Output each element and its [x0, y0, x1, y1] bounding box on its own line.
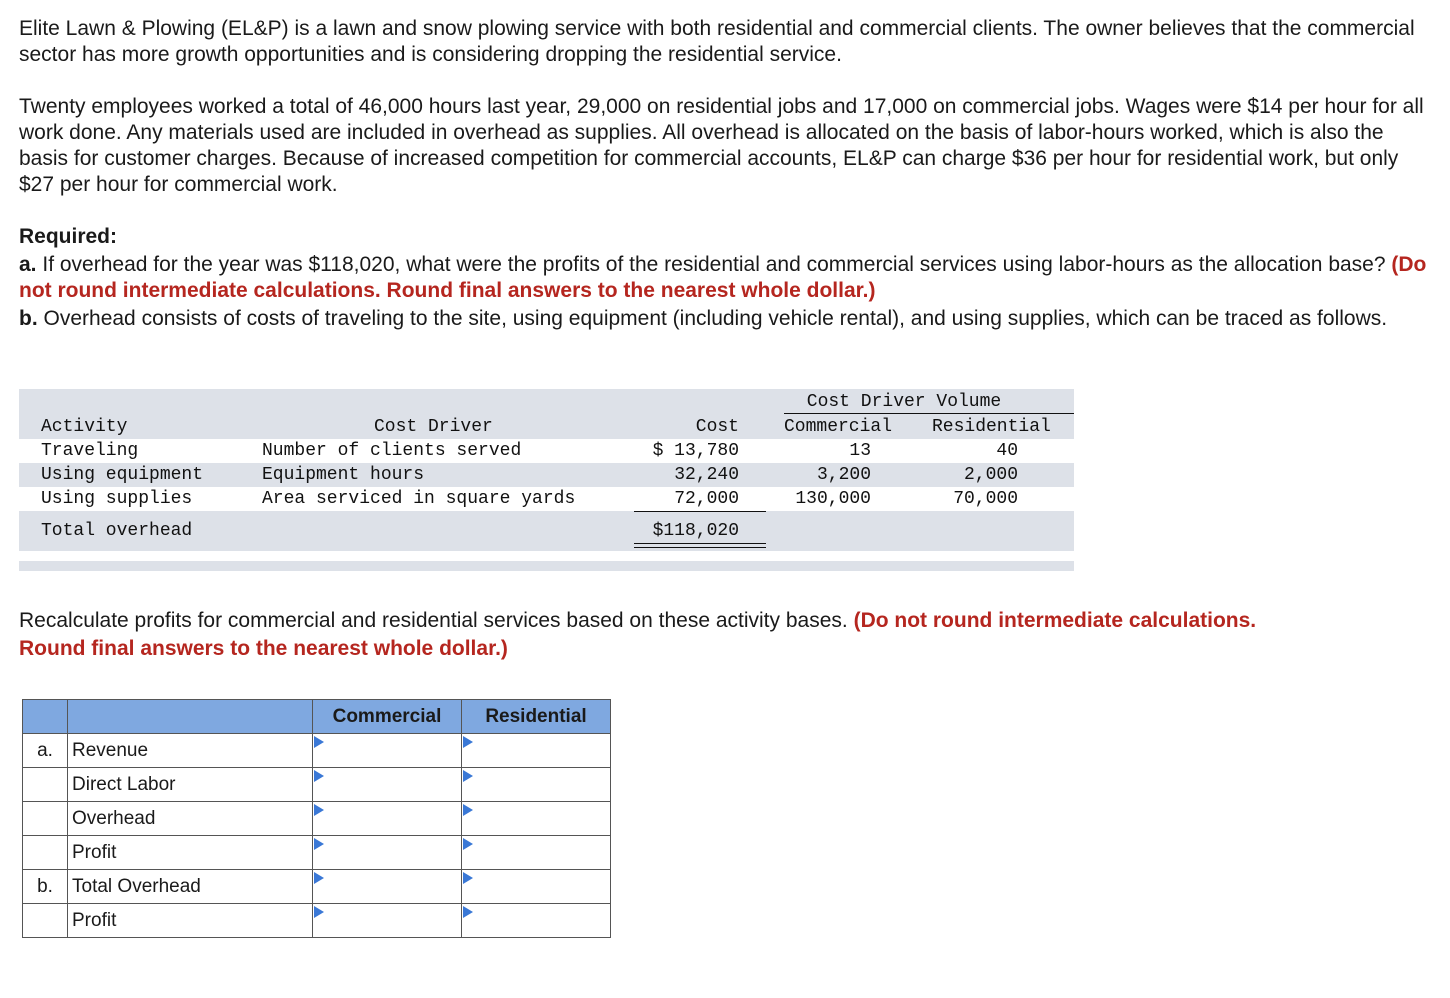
residential-volume-cell: 40	[996, 441, 1018, 461]
overhead-commercial-input[interactable]	[313, 802, 462, 836]
total-overhead-residential-input[interactable]	[462, 870, 611, 904]
requirement-b-text: Overhead consists of costs of traveling to the site, using equipment (including vehicle rental), and using supplies, which can be traced as follows.	[43, 307, 1388, 330]
answer-input[interactable]	[462, 836, 610, 869]
commercial-volume-cell: 3,200	[816, 465, 871, 485]
row-tag	[23, 768, 68, 802]
table-row	[19, 439, 1074, 463]
row-tag: b.	[23, 870, 68, 904]
commercial-volume-cell: 13	[849, 441, 871, 461]
recalc-instruction	[19, 607, 1429, 663]
table-row	[23, 768, 611, 802]
table-row	[23, 870, 611, 904]
answer-input[interactable]	[462, 904, 610, 937]
driver-cell: Number of clients served	[262, 441, 522, 461]
table-row	[23, 836, 611, 870]
direct-labor-commercial-input[interactable]	[313, 768, 462, 802]
header-cost: Cost	[695, 417, 739, 437]
recalc-note-line-2: Round final answers to the nearest whole dollar.)	[19, 637, 508, 660]
row-label-profit-a: Profit	[68, 836, 313, 870]
row-label-profit-b: Profit	[68, 904, 313, 938]
requirement-b	[19, 306, 1429, 332]
required-section	[19, 224, 1429, 332]
overhead-activity-table	[19, 389, 1074, 551]
answer-grid-header	[23, 700, 611, 734]
table-row	[19, 487, 1074, 511]
answer-input[interactable]	[462, 734, 610, 767]
table-bottom-bar	[19, 561, 1074, 571]
activity-cell: Using equipment	[41, 465, 204, 485]
recalc-text: Recalculate profits for commercial and residential services based on these activity bases.	[19, 609, 848, 632]
cost-subtotal-underline	[634, 511, 766, 512]
requirement-a-note: (Do not round intermediate calculations. Round final answers to the nearest whole dollar.)	[19, 253, 1427, 302]
overhead-residential-input[interactable]	[462, 802, 611, 836]
profit-b-commercial-input[interactable]	[313, 904, 462, 938]
total-double-underline-2	[634, 547, 766, 548]
header-commercial: Commercial	[313, 700, 462, 734]
residential-volume-cell: 70,000	[953, 489, 1018, 509]
cost-cell: $ 13,780	[652, 441, 739, 461]
total-overhead-cost: $118,020	[652, 521, 739, 541]
table-row	[23, 904, 611, 938]
row-tag: a.	[23, 734, 68, 768]
total-double-underline-1	[634, 543, 766, 544]
group-header-underline	[784, 413, 1074, 414]
answer-input[interactable]	[313, 802, 461, 835]
profit-a-commercial-input[interactable]	[313, 836, 462, 870]
table-row	[19, 463, 1074, 487]
answer-input[interactable]	[462, 768, 610, 801]
answer-input[interactable]	[313, 768, 461, 801]
cost-cell: 72,000	[674, 489, 739, 509]
header-blank-tag	[23, 700, 68, 734]
recalc-note-line-1: (Do not round intermediate calculations.	[853, 609, 1257, 632]
requirement-a	[19, 252, 1429, 304]
residential-volume-cell: 2,000	[963, 465, 1018, 485]
required-heading: Required:	[19, 225, 118, 248]
commercial-volume-cell: 130,000	[795, 489, 871, 509]
revenue-residential-input[interactable]	[462, 734, 611, 768]
row-label-total-overhead: Total Overhead	[68, 870, 313, 904]
intro-paragraph-1: Elite Lawn & Plowing (EL&P) is a lawn and snow plowing service with both residential and commercial clients. The owner believes that the commercial sector has more growth opportunities and is considering dropping the residential service.	[19, 17, 1415, 66]
table-row	[23, 802, 611, 836]
total-overhead-commercial-input[interactable]	[313, 870, 462, 904]
total-row	[19, 519, 1074, 543]
activity-cell: Using supplies	[41, 489, 193, 509]
header-residential: Residential	[932, 417, 1051, 437]
driver-cell: Area serviced in square yards	[262, 489, 576, 509]
cost-driver-volume-header: Cost Driver Volume	[806, 392, 1002, 412]
intro-paragraph-2: Twenty employees worked a total of 46,000 hours last year, 29,000 on residential jobs and 17,000 on commercial jobs. Wages were $14 per hour for all work done. Any materials used are included in overhead as supplies. All overhead is allocated on the basis of labor-hours worked, which is also the basis for customer charges. Because of increased competition for commercial accounts, EL&P can charge $36 per hour for residential work, but only $27 per hour for commercial work.	[19, 95, 1424, 196]
revenue-commercial-input[interactable]	[313, 734, 462, 768]
answer-input[interactable]	[313, 904, 461, 937]
profit-b-residential-input[interactable]	[462, 904, 611, 938]
cost-cell: 32,240	[674, 465, 739, 485]
answer-input[interactable]	[462, 802, 610, 835]
requirement-a-label: a.	[19, 253, 37, 276]
answer-input[interactable]	[313, 734, 461, 767]
header-commercial: Commercial	[784, 417, 893, 437]
answer-input[interactable]	[462, 870, 610, 903]
answer-input[interactable]	[313, 870, 461, 903]
answer-input[interactable]	[313, 836, 461, 869]
driver-cell: Equipment hours	[262, 465, 425, 485]
header-residential: Residential	[462, 700, 611, 734]
requirement-a-text: If overhead for the year was $118,020, what were the profits of the residential and commercial services using labor-hours as the allocation base?	[42, 253, 1386, 276]
row-label-revenue: Revenue	[68, 734, 313, 768]
header-cost-driver: Cost Driver	[374, 417, 493, 437]
header-row	[19, 415, 1074, 439]
table-row	[23, 734, 611, 768]
activity-cell: Traveling	[41, 441, 139, 461]
total-overhead-label: Total overhead	[41, 521, 193, 541]
row-label-overhead: Overhead	[68, 802, 313, 836]
header-activity: Activity	[41, 417, 128, 437]
row-tag	[23, 802, 68, 836]
header-blank-label	[68, 700, 313, 734]
answer-grid	[22, 699, 611, 938]
direct-labor-residential-input[interactable]	[462, 768, 611, 802]
row-tag	[23, 904, 68, 938]
profit-a-residential-input[interactable]	[462, 836, 611, 870]
row-tag	[23, 836, 68, 870]
row-label-direct-labor: Direct Labor	[68, 768, 313, 802]
requirement-b-label: b.	[19, 307, 38, 330]
